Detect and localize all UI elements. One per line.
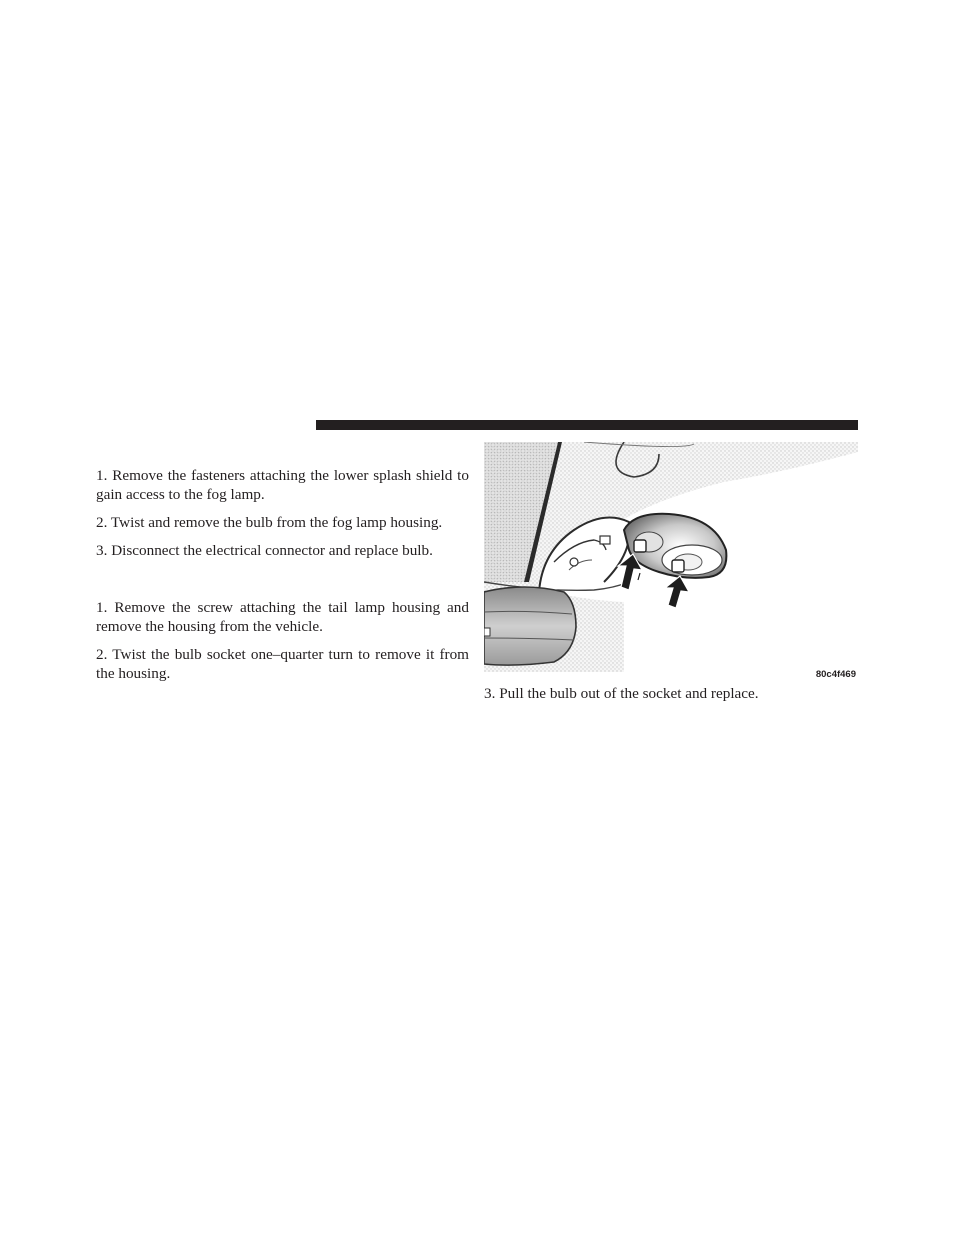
tail-lamp-illustration	[484, 442, 858, 682]
left-column	[96, 466, 469, 683]
fog-lamp-step-3: 3. Disconnect the electrical connector and replace bulb.	[96, 542, 433, 559]
figure-code: 80c4f469	[815, 669, 856, 680]
tail-lamp-step-2: 2. Twist the bulb socket one–quarter turn to remove it from the housing.	[96, 646, 469, 682]
right-column	[484, 684, 858, 703]
tail-lamp-step-3: 3. Pull the bulb out of the socket and replace.	[484, 685, 759, 702]
section-header-rule	[316, 420, 858, 430]
fog-lamp-step-2: 2. Twist and remove the bulb from the fog lamp housing.	[96, 514, 443, 531]
tail-lamp-step-1: 1. Remove the screw attaching the tail lamp housing and remove the housing from the vehicle.	[96, 599, 469, 635]
fog-lamp-step-1: 1. Remove the fasteners attaching the lower splash shield to gain access to the fog lamp.	[96, 467, 469, 503]
tail-lamp-figure	[484, 442, 858, 682]
